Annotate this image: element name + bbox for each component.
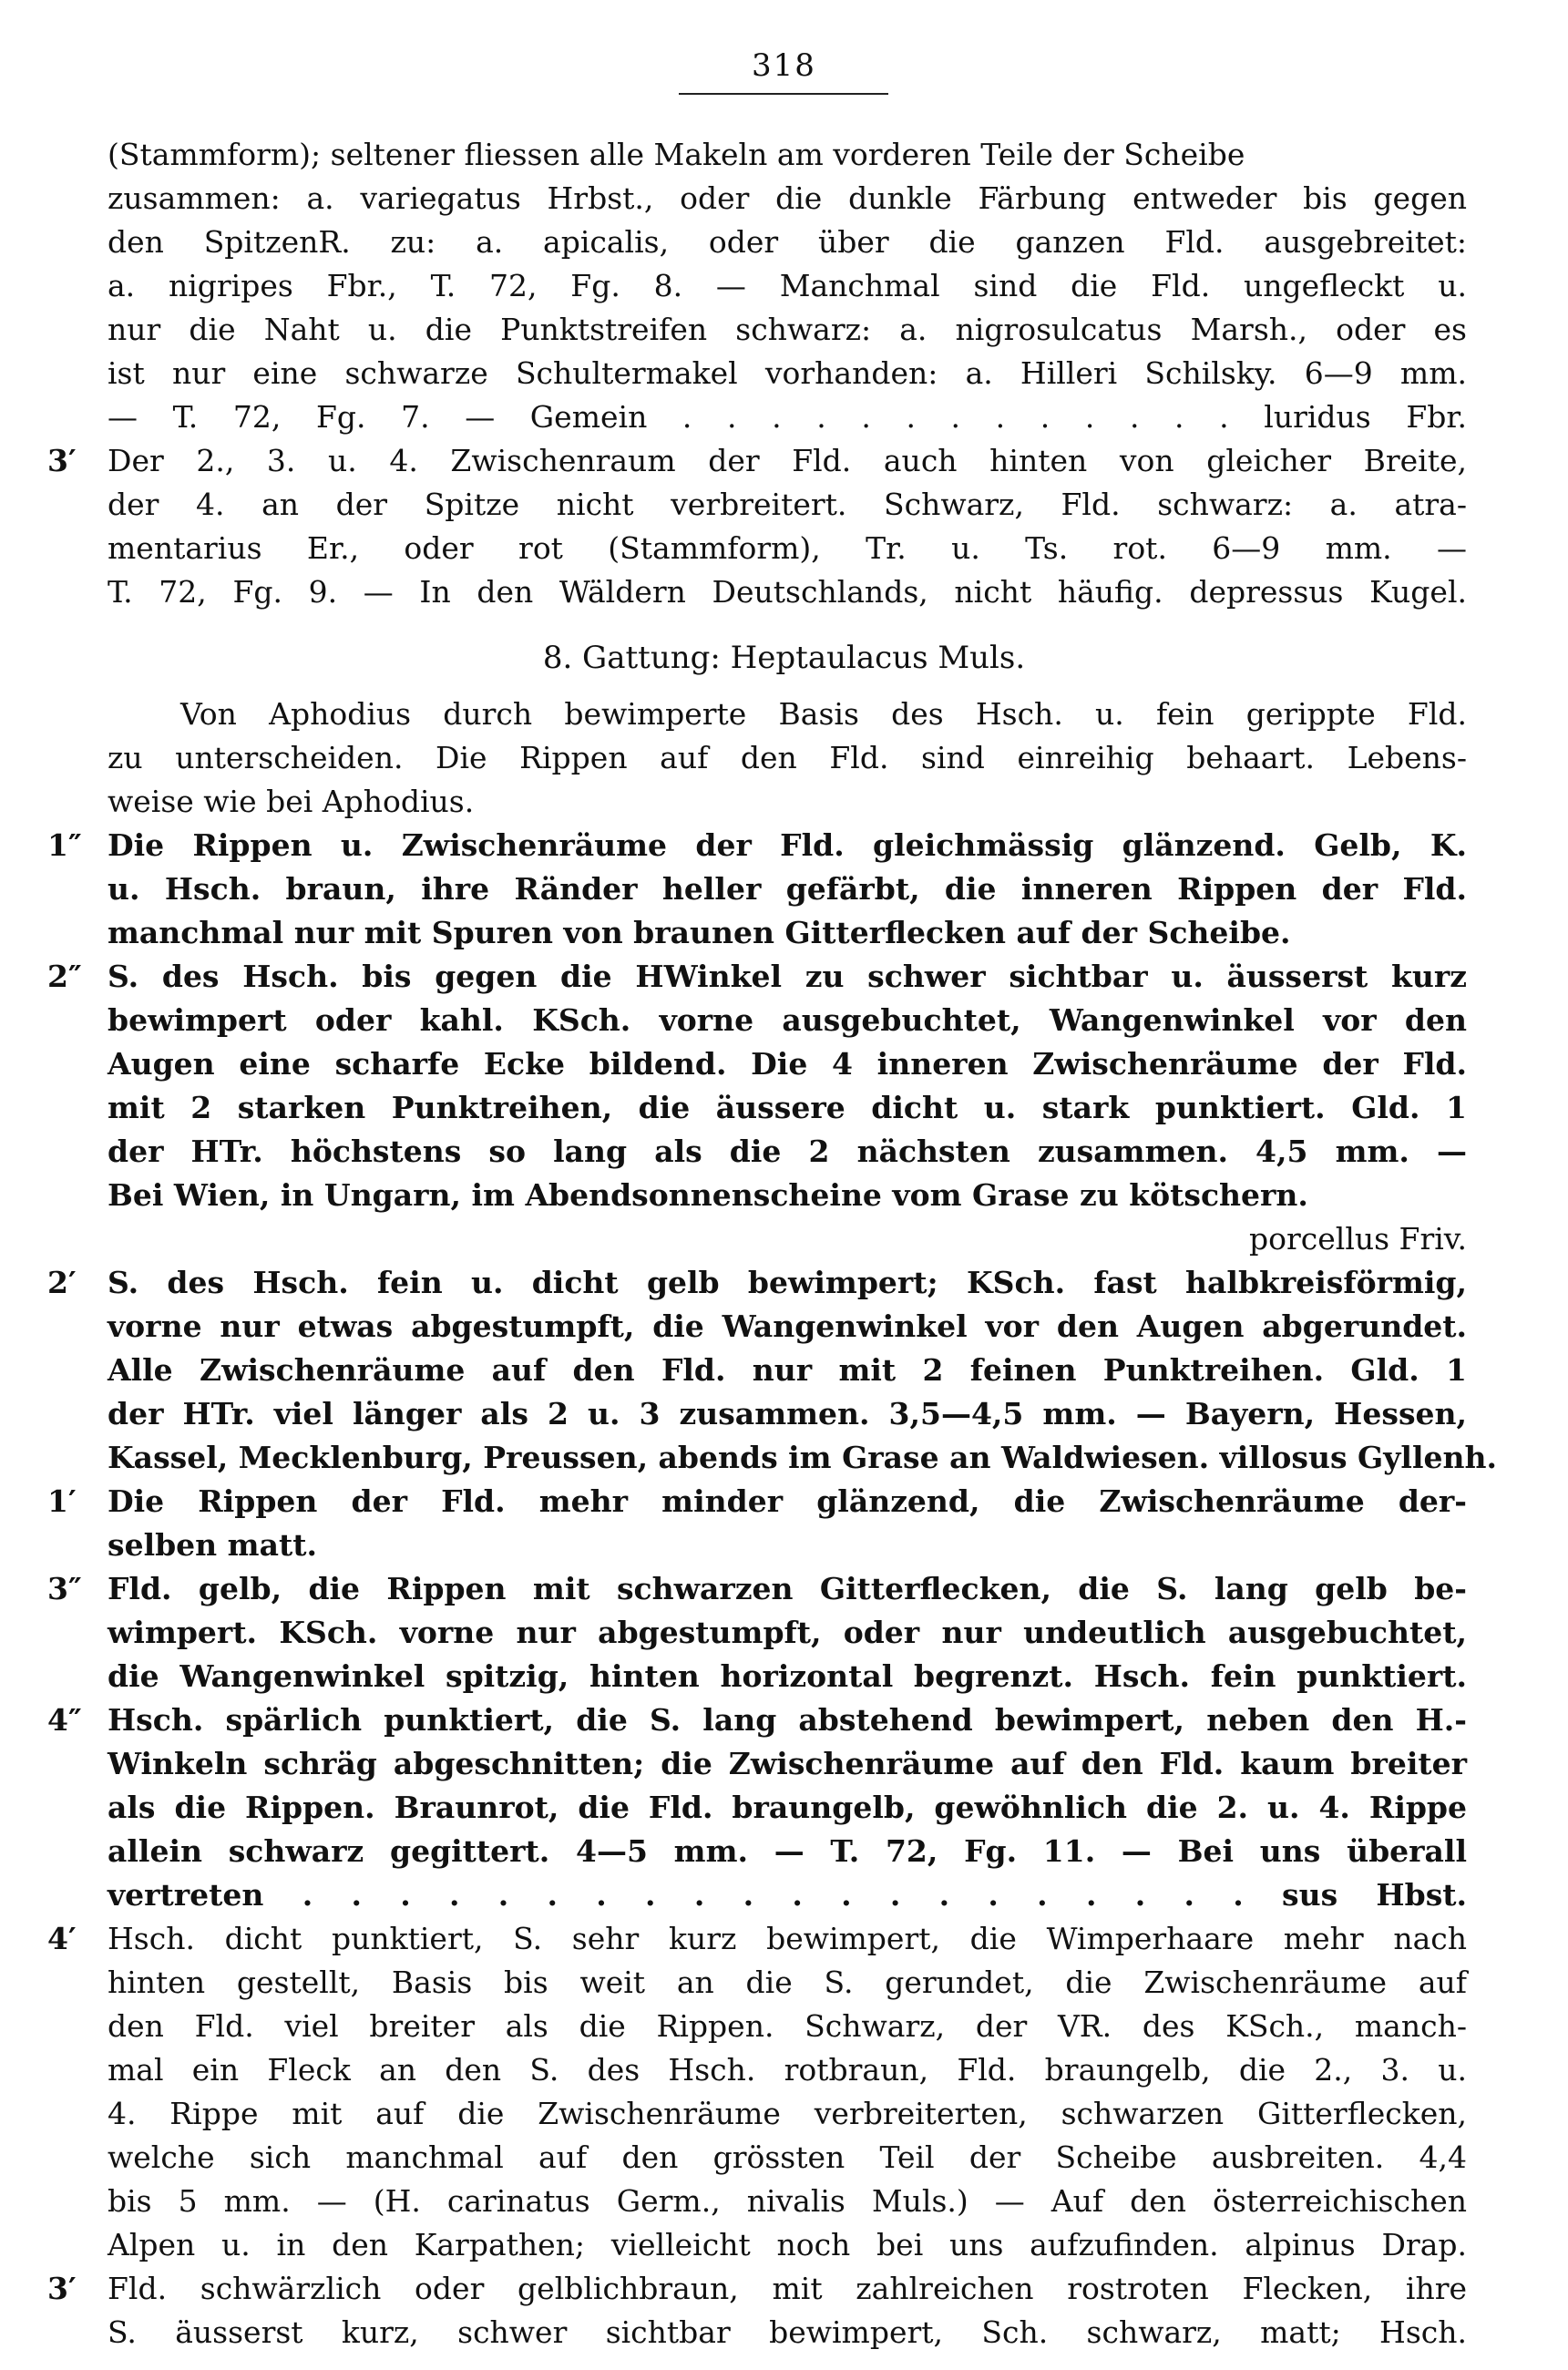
text-line: Winkeln schräg abgeschnitten; die Zwischenräume auf den Fld. kaum breiter: [108, 1746, 1467, 1781]
key-marker: 2′: [47, 1265, 77, 1300]
text-line: der 4. an der Spitze nicht verbreitert. Schwarz, Fld. schwarz: a. atra-: [108, 487, 1467, 522]
text-line: Alpen u. in den Karpathen; vielleicht noch bei uns aufzufinden. alpinus Drap.: [108, 2227, 1467, 2262]
text-line: als die Rippen. Braunrot, die Fld. braungelb, gewöhnlich die 2. u. 4. Rippe: [108, 1790, 1467, 1825]
species-name: porcellus Friv.: [1248, 1221, 1467, 1257]
key-marker: 2″: [47, 959, 82, 994]
text-line: mal ein Fleck an den S. des Hsch. rotbraun, Fld. braungelb, die 2., 3. u.: [108, 2052, 1467, 2088]
key-marker: 4″: [47, 1702, 82, 1738]
text-line: Fld. gelb, die Rippen mit schwarzen Gitterflecken, die S. lang gelb be-: [108, 1571, 1467, 1606]
text-line: a. nigripes Fbr., T. 72, Fg. 8. — Manchmal sind die Fld. ungefleckt u.: [108, 268, 1467, 303]
text-line: vorne nur etwas abgestumpft, die Wangenwinkel vor den Augen abgerundet.: [108, 1308, 1467, 1344]
text-line: T. 72, Fg. 9. — In den Wäldern Deutschlands, nicht häufig. depressus Kugel.: [108, 574, 1467, 610]
page-number-rule: [679, 93, 888, 95]
text-line: u. Hsch. braun, ihre Ränder heller gefärbt, die inneren Rippen der Fld.: [108, 871, 1467, 907]
text-line: allein schwarz gegittert. 4—5 mm. — T. 72, Fg. 11. — Bei uns überall: [108, 1833, 1467, 1869]
text-line: — T. 72, Fg. 7. — Gemein . . . . . . . . . . . . . luridus Fbr.: [108, 399, 1467, 435]
text-line: hinten gestellt, Basis bis weit an die S. gerundet, die Zwischenräume auf: [108, 1965, 1467, 2000]
text-line: die Wangenwinkel spitzig, hinten horizontal begrenzt. Hsch. fein punktiert.: [108, 1658, 1467, 1694]
text-line: vertreten . . . . . . . . . . . . . . . . . . . . sus Hbst.: [108, 1877, 1467, 1913]
key-marker: 1′: [47, 1483, 77, 1519]
text-line: Kassel, Mecklenburg, Preussen, abends im Grase an Waldwiesen. villosus Gyllenh.: [108, 1440, 1497, 1475]
text-line: Bei Wien, in Ungarn, im Abendsonnenscheine vom Grase zu kötschern.: [108, 1177, 1308, 1213]
key-marker: 1″: [47, 827, 82, 863]
text-line: S. des Hsch. bis gegen die HWinkel zu schwer sichtbar u. äusserst kurz: [108, 959, 1467, 994]
text-line: welche sich manchmal auf den grössten Teil der Scheibe ausbreiten. 4,4: [108, 2139, 1467, 2175]
text-line: 4. Rippe mit auf die Zwischenräume verbreiterten, schwarzen Gitterflecken,: [108, 2096, 1467, 2131]
text-line: mit 2 starken Punktreihen, die äussere dicht u. stark punktiert. Gld. 1: [108, 1090, 1467, 1125]
text-line: S. äusserst kurz, schwer sichtbar bewimpert, Sch. schwarz, matt; Hsch.: [108, 2314, 1467, 2350]
text-line: der HTr. viel länger als 2 u. 3 zusammen. 3,5—4,5 mm. — Bayern, Hessen,: [108, 1396, 1467, 1431]
text-line: Die Rippen der Fld. mehr minder glänzend, die Zwischenräume der-: [108, 1483, 1467, 1519]
text-line: nur die Naht u. die Punktstreifen schwarz: a. nigrosulcatus Marsh., oder es: [108, 312, 1467, 347]
text-line: ist nur eine schwarze Schultermakel vorhanden: a. Hilleri Schilsky. 6—9 mm.: [108, 355, 1467, 391]
text-line: Der 2., 3. u. 4. Zwischenraum der Fld. auch hinten von gleicher Breite,: [108, 443, 1467, 478]
text-line: bis 5 mm. — (H. carinatus Germ., nivalis Muls.) — Auf den österreichischen: [108, 2183, 1467, 2219]
text-line: wimpert. KSch. vorne nur abgestumpft, oder nur undeutlich ausgebuchtet,: [108, 1615, 1467, 1650]
text-line: Fld. schwärzlich oder gelblichbraun, mit zahlreichen rostroten Flecken, ihre: [108, 2271, 1467, 2306]
text-line: Hsch. dicht punktiert, S. sehr kurz bewimpert, die Wimperhaare mehr nach: [108, 1921, 1467, 1956]
key-marker: 3′: [47, 2271, 77, 2306]
text-line: den SpitzenR. zu: a. apicalis, oder über die ganzen Fld. ausgebreitet:: [108, 224, 1467, 260]
text-line: weise wie bei Aphodius.: [108, 784, 475, 819]
key-marker: 3′: [47, 443, 77, 478]
text-line: bewimpert oder kahl. KSch. vorne ausgebuchtet, Wangenwinkel vor den: [108, 1002, 1467, 1038]
page-number: 318: [752, 47, 816, 84]
text-line: Hsch. spärlich punktiert, die S. lang abstehend bewimpert, neben den H.-: [108, 1702, 1467, 1738]
key-marker: 4′: [47, 1921, 77, 1956]
text-line: manchmal nur mit Spuren von braunen Gitterflecken auf der Scheibe.: [108, 915, 1291, 950]
text-line: zu unterscheiden. Die Rippen auf den Fld. sind einreihig behaart. Lebens-: [108, 740, 1467, 775]
text-line: den Fld. viel breiter als die Rippen. Schwarz, der VR. des KSch., manch-: [108, 2008, 1467, 2044]
text-line: Von Aphodius durch bewimperte Basis des Hsch. u. fein gerippte Fld.: [180, 696, 1467, 732]
section-heading: 8. Gattung: Heptaulacus Muls.: [542, 640, 1026, 676]
text-line: mentarius Er., oder rot (Stammform), Tr. u. Ts. rot. 6—9 mm. —: [108, 530, 1467, 566]
text-line: selben matt.: [108, 1527, 317, 1563]
text-line: S. des Hsch. fein u. dicht gelb bewimpert; KSch. fast halbkreisförmig,: [108, 1265, 1467, 1300]
text-line: Alle Zwischenräume auf den Fld. nur mit 2 feinen Punktreihen. Gld. 1: [108, 1352, 1467, 1388]
text-line: der HTr. höchstens so lang als die 2 nächsten zusammen. 4,5 mm. —: [108, 1134, 1467, 1169]
text-line: zusammen: a. variegatus Hrbst., oder die dunkle Färbung entweder bis gegen: [108, 180, 1467, 216]
text-line: Augen eine scharfe Ecke bildend. Die 4 inneren Zwischenräume der Fld.: [108, 1046, 1467, 1082]
key-marker: 3″: [47, 1571, 82, 1606]
text-line: Die Rippen u. Zwischenräume der Fld. gleichmässig glänzend. Gelb, K.: [108, 827, 1467, 863]
text-line: (Stammform); seltener fliessen alle Makeln am vorderen Teile der Scheibe: [108, 137, 1245, 172]
